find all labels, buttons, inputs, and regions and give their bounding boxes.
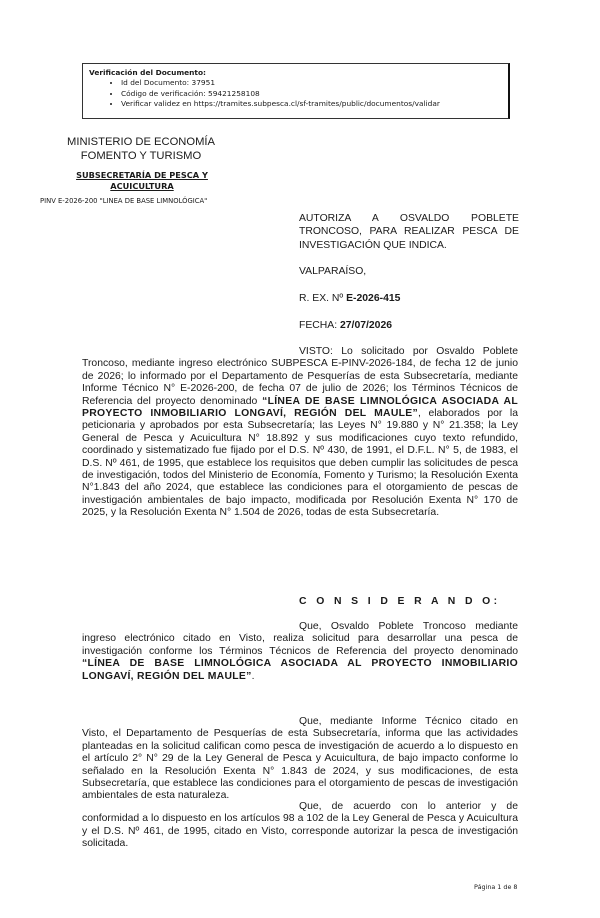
- considerando-p1-text-b: .: [251, 670, 255, 682]
- resolution-number: [299, 292, 519, 305]
- verification-list: [89, 78, 502, 109]
- considerando-paragraph-2: Que, mediante Informe Técnico citado en Visto, el Departamento de Pesquerías de esta Subsecretaría, informa que las actividades planteadas en la solicitud califican como pesca de investigación de acuerdo a lo dispuesto en el artículo 2° N° 29 de la Ley General de Pesca y Acuicultura, de bajo impacto conforme lo señalado en la Resolución Exenta N° 1.843 de 2024, y sus modificaciones, de esta Subsecretaría, que establece las condiciones para el otorgamiento de pescas de investigación ambientales de esta naturaleza.: [82, 716, 518, 802]
- visto-text-a: VISTO: Lo solicitado por Osvaldo Poblete Troncoso, mediante ingreso electrónico SUBPESCA E-PINV-2026-184, de fecha 12 de junio de 2026; lo informado por el Departamento de Pesquerías de esta Subsecretaría, mediante Informe Técnico N° E-2026-200, de fecha 07 de julio de 2026; los Términos Técnicos de Referencia del proyecto denominado: [82, 346, 518, 407]
- visto-paragraph: [82, 346, 518, 520]
- document-reference: PINV E-2026-200 "LINEA DE BASE LIMNOLÓGICA": [40, 197, 208, 205]
- considerando-p1-text-a: Que, Osvaldo Poblete Troncoso mediante ingreso electrónico citado en Visto, realiza solicitud para desarrollar una pesca de investigación conforme los Términos Técnicos de Referencia del proyecto denominado: [82, 621, 518, 657]
- ministry-line-1: MINISTERIO DE ECONOMÍA: [67, 136, 215, 148]
- verification-code: • Código de verificación: 59421258108: [121, 89, 502, 99]
- considerando-paragraph-1: [82, 621, 518, 683]
- resolution-date-label: FECHA:: [299, 320, 338, 331]
- verification-url[interactable]: • Verificar validez en https://tramites.subpesca.cl/sf-tramites/public/documentos/validar: [121, 99, 502, 109]
- considerando-paragraph-3: Que, de acuerdo con lo anterior y de conformidad a lo dispuesto en los artículos 98 a 102 de la Ley General de Pesca y Acuicultura y el D.S. Nº 461, de 1995, citado en Visto, corresponde autorizar la pesca de investigación solicitada.: [82, 801, 518, 850]
- visto-text-b: , elaborados por la peticionaria y aprobados por esta Subsecretaría; las Leyes N° 19.880 y N° 21.358; la Ley General de Pesca y Acuicultura N° 18.892 y sus modificaciones cuyo texto refundido, coordinado y sistematizado fue fijado por el D.S. Nº 430, de 1991, el D.F.L. N° 5, de 1983, el D.S. Nº 461, de 1995, que establece los requisitos que deben cumplir las solicitudes de pesca de investigación, todos del Ministerio de Economía, Fomento y Turismo; la Resolución Exenta N°1.843 del año 2024, que establece las condiciones para el otorgamiento de pescas de investigación ambientales de bajo impacto, modificada por Resolución Exenta N° 170 de 2025, y la Resolución Exenta N° 1.504 de 2026, todas de esta Subsecretaría.: [82, 408, 518, 519]
- resolution-number-value: E-2026-415: [346, 293, 401, 304]
- ministry-line-2: FOMENTO Y TURISMO: [80, 149, 202, 162]
- considerando-heading: C O N S I D E R A N D O:: [299, 596, 501, 607]
- resolution-number-label: R. EX. Nº: [299, 293, 344, 304]
- visto-project-name: “LÍNEA DE BASE LIMNOLÓGICA ASOCIADA AL PROYECTO INMOBILIARIO LONGAVÍ, REGIÓN DEL MAULE”: [82, 395, 518, 420]
- resolution-date: [299, 319, 519, 332]
- page-number: Página 1 de 8: [474, 883, 518, 891]
- subsecretaria-name: [72, 170, 212, 191]
- ministry-name: [50, 136, 232, 163]
- resolution-city: VALPARAÍSO,: [299, 266, 367, 277]
- considerando-p1-project: “LÍNEA DE BASE LIMNOLÓGICA ASOCIADA AL PROYECTO INMOBILIARIO LONGAVÍ, REGIÓN DEL MAULE”: [82, 658, 518, 682]
- document-id: • Id del Documento: 37951: [121, 78, 502, 88]
- resolution-summary: AUTORIZA A OSVALDO POBLETE TRONCOSO, PARA REALIZAR PESCA DE INVESTIGACIÓN QUE INDICA.: [299, 213, 519, 251]
- subsecretaria-line-2: ACUICULTURA: [110, 180, 174, 191]
- verification-box: [82, 63, 510, 119]
- verification-title: Verificación del Documento:: [89, 68, 206, 77]
- resolution-date-value: 27/07/2026: [340, 320, 393, 331]
- subsecretaria-line-1: SUBSECRETARÍA DE PESCA Y: [76, 170, 208, 180]
